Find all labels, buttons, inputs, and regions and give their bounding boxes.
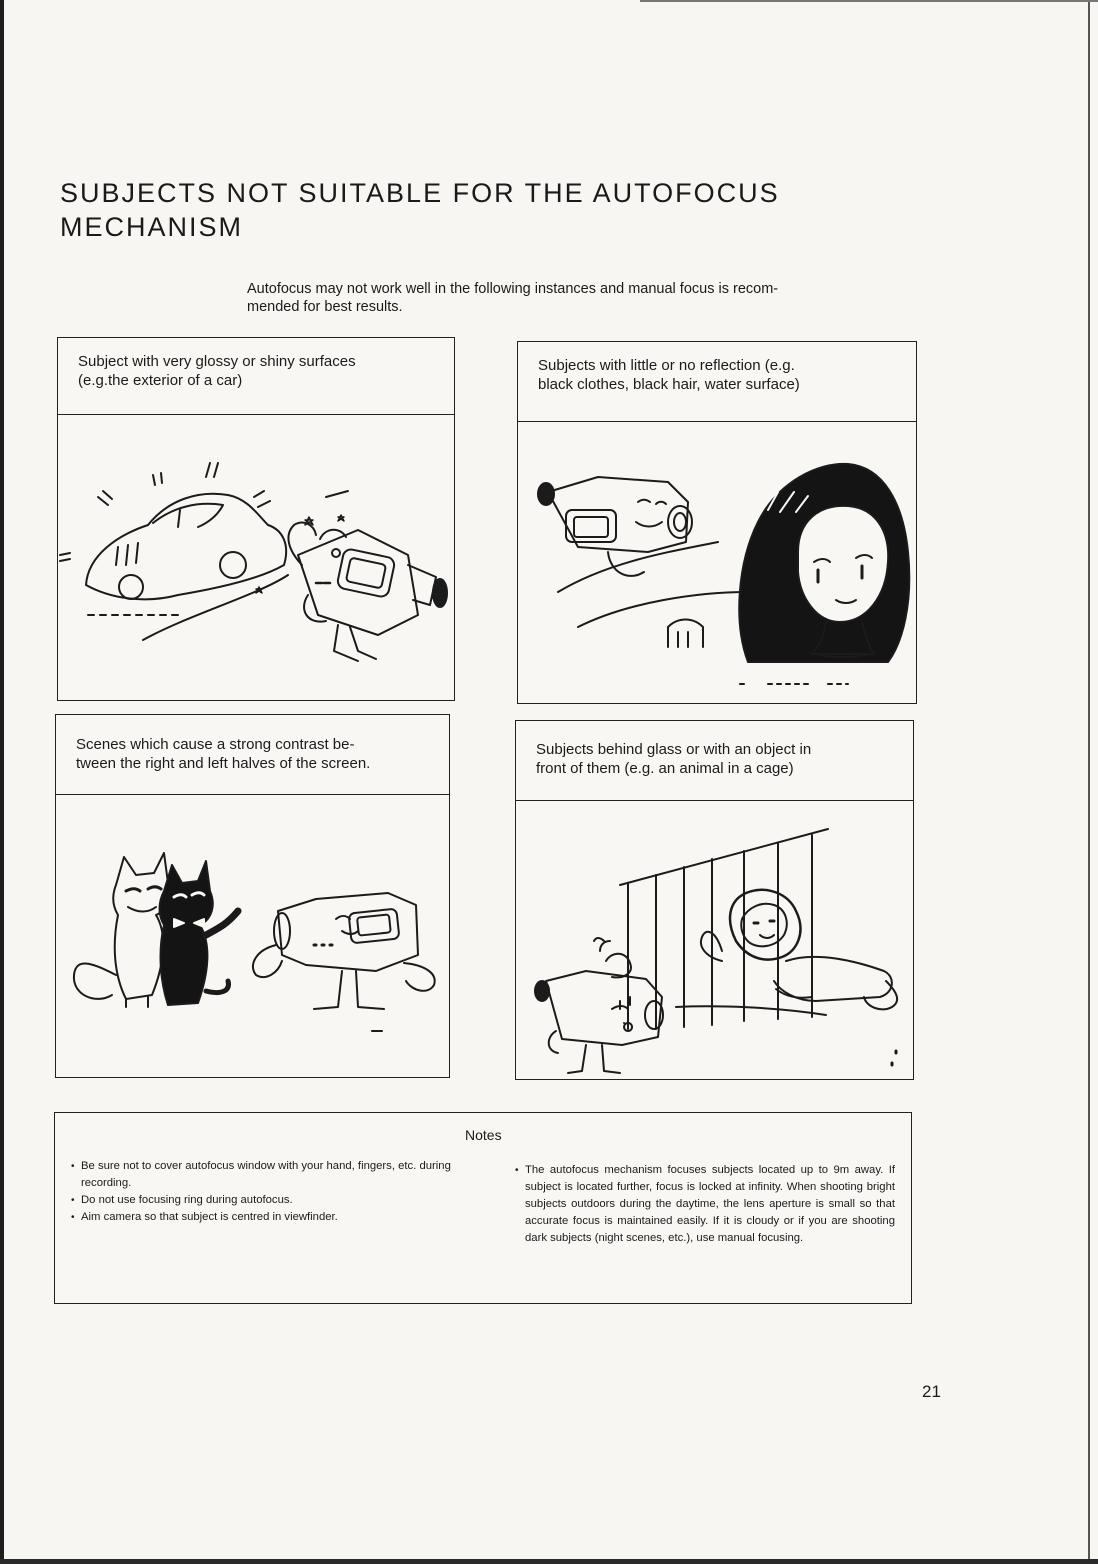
- page-edge-bottom: [0, 1559, 1098, 1564]
- note-item: • Be sure not to cover autofocus window with your hand, fingers, etc. during recording.: [71, 1158, 465, 1192]
- camcorder-and-black-haired-woman-illustration: [518, 422, 916, 703]
- panel-caption: [516, 721, 913, 801]
- caption-line-2: black clothes, black hair, water surface): [538, 376, 800, 393]
- camcorder-and-caged-lion-illustration: [516, 801, 913, 1079]
- panel-caption: [56, 715, 449, 795]
- panel-little-reflection: [517, 341, 917, 704]
- panel-caption: [58, 338, 454, 415]
- page-edge-left: [0, 0, 4, 1564]
- caption-line-2: (e.g.the exterior of a car): [78, 372, 243, 389]
- title-line-2: MECHANISM: [60, 212, 244, 242]
- panel-caption: [518, 342, 916, 422]
- caption-line-1: Scenes which cause a strong contrast be-: [76, 736, 355, 753]
- caption-line-2: tween the right and left halves of the screen.: [76, 755, 371, 772]
- page-edge-right: [1088, 0, 1090, 1564]
- intro-line-1: Autofocus may not work well in the following instances and manual focus is recom-: [247, 281, 779, 297]
- panel-strong-contrast: [55, 714, 450, 1078]
- intro-line-2: mended for best results.: [247, 299, 403, 315]
- page-number: 21: [922, 1382, 941, 1401]
- caption-line-2: front of them (e.g. an animal in a cage): [536, 760, 794, 777]
- note-item: • Do not use focusing ring during autofocus.: [71, 1192, 465, 1209]
- camcorder-and-white-and-black-cats-illustration: [56, 795, 449, 1077]
- panel-behind-glass: [515, 720, 914, 1080]
- intro-paragraph: [247, 280, 947, 316]
- caption-line-1: Subject with very glossy or shiny surfaces: [78, 353, 356, 370]
- camcorder-and-shiny-car-illustration: [58, 415, 454, 699]
- caption-line-1: Subjects behind glass or with an object in: [536, 741, 812, 758]
- notes-left-list: [71, 1158, 465, 1226]
- note-item: • Aim camera so that subject is centred in viewfinder.: [71, 1209, 465, 1226]
- page-edge-top: [640, 0, 1098, 2]
- notes-right-list: [515, 1162, 895, 1247]
- title-line-1: SUBJECTS NOT SUITABLE FOR THE AUTOFOCUS: [60, 178, 780, 208]
- note-item: • The autofocus mechanism focuses subjects located up to 9m away. If subject is located further, focus is locked at infinity. When shooting bright subjects outdoors during the daytime, the lens aperture is small so that accurate focus is maintained easily. If it is cloudy or if you are shooting dark subjects (night scenes, etc.), use manual focusing.: [515, 1162, 895, 1247]
- notes-title: Notes: [465, 1127, 502, 1143]
- notes-box: [54, 1112, 912, 1304]
- page-title: [60, 176, 820, 244]
- caption-line-1: Subjects with little or no reflection (e.g.: [538, 357, 795, 374]
- panel-glossy-surfaces: [57, 337, 455, 701]
